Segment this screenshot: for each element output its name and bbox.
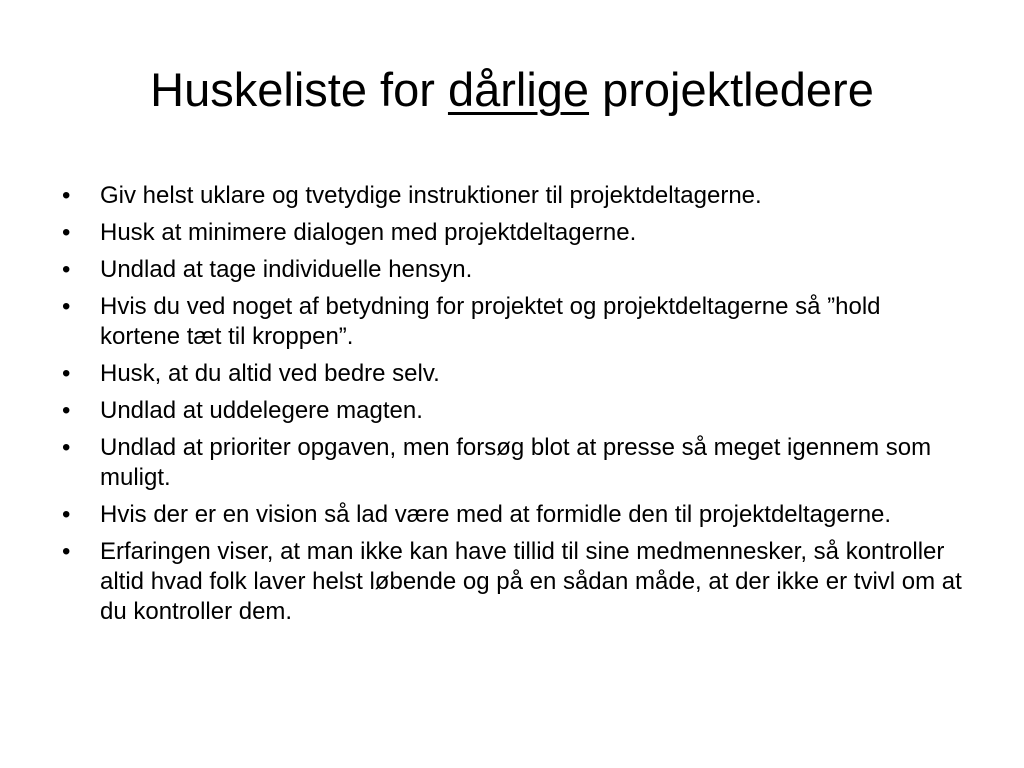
bullet-icon: • bbox=[62, 182, 71, 209]
title-suffix: projektledere bbox=[602, 63, 874, 116]
bullet-icon: • bbox=[62, 397, 71, 424]
bullet-list bbox=[62, 181, 962, 634]
list-item bbox=[62, 255, 962, 285]
list-item-text: Giv helst uklare og tvetydige instruktioner til projektdeltagerne. bbox=[100, 182, 762, 209]
bullet-icon: • bbox=[62, 360, 71, 387]
list-item bbox=[62, 218, 962, 248]
list-item bbox=[62, 396, 962, 426]
title-emphasis: dårlige bbox=[447, 63, 590, 116]
bullet-icon: • bbox=[62, 256, 71, 283]
bullet-icon: • bbox=[62, 434, 71, 461]
title-prefix: Huskeliste for bbox=[150, 63, 435, 116]
list-item-text: Undlad at prioriter opgaven, men forsøg blot at presse så meget igennem som muligt. bbox=[100, 434, 932, 491]
list-item bbox=[62, 433, 962, 493]
list-item-text: Husk at minimere dialogen med projektdeltagerne. bbox=[100, 219, 637, 246]
list-item-text: Hvis du ved noget af betydning for projektet og projektdeltagerne så ”hold kortene tæt til kroppen”. bbox=[100, 293, 881, 350]
bullet-icon: • bbox=[62, 219, 71, 246]
bullet-icon: • bbox=[62, 538, 71, 565]
list-item-text: Hvis der er en vision så lad være med at formidle den til projektdeltagerne. bbox=[100, 501, 892, 528]
list-item bbox=[62, 181, 962, 211]
list-item-text: Erfaringen viser, at man ikke kan have tillid til sine medmennesker, så kontroller altid hvad folk laver helst løbende og på en sådan måde, at der ikke er tvivl om at du kontroller dem. bbox=[100, 538, 962, 625]
bullet-icon: • bbox=[62, 501, 71, 528]
slide-title bbox=[40, 62, 984, 118]
list-item-text: Undlad at uddelegere magten. bbox=[100, 397, 423, 424]
list-item-text: Undlad at tage individuelle hensyn. bbox=[100, 256, 473, 283]
list-item bbox=[62, 537, 962, 627]
list-item bbox=[62, 359, 962, 389]
list-item-text: Husk, at du altid ved bedre selv. bbox=[100, 360, 440, 387]
list-item bbox=[62, 500, 962, 530]
bullet-icon: • bbox=[62, 293, 71, 320]
list-item bbox=[62, 292, 962, 352]
